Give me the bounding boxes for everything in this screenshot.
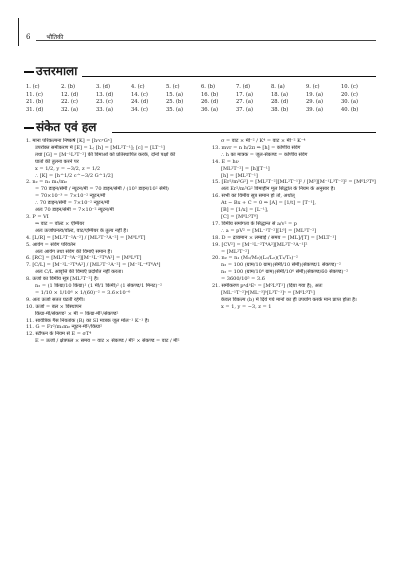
answer-item: 19. (a) — [306, 91, 324, 98]
solution-line: = 1/10 × 1/10⁶ × 1/(60)⁻² = 3.6×10⁻⁶ — [35, 289, 131, 296]
answer-item: 16. (b) — [201, 91, 219, 98]
solution-line: 21. समीकरण pᵃdᵇEᶜ = [M⁰L⁰T¹] (दिया गया है), अतः — [212, 283, 323, 290]
answer-item: 39. (a) — [306, 106, 324, 113]
answer-item: 35. (a) — [166, 106, 184, 113]
solutions-left-column — [26, 138, 203, 345]
solution-line: अतः 70 डाइन/सेमी = 7×10⁻² न्यूटन/मी — [35, 207, 114, 214]
solution-line: 9. अतः ऊर्जा सतत घटती रहेगी। — [26, 296, 85, 303]
answer-item: 20. (c) — [341, 91, 358, 98]
solution-line: 1. माना परिकल्पना निष्कर्ष [K] = [hᶻcʸGˣ] — [26, 138, 112, 144]
book-title: भौतिकी — [46, 34, 64, 41]
answer-item: 40. (b) — [341, 106, 359, 113]
solution-line: At − Bx + C = 0 ⇒ [A] = [1/t] = [T⁻¹], — [221, 200, 316, 207]
answer-row — [26, 99, 376, 107]
heading-dash-icon — [24, 71, 34, 73]
solution-line: 14. E = hν — [212, 158, 239, 165]
solution-line: 7. [C/L] = [M⁻¹L⁻²T⁴A²] / [ML²T⁻²A⁻²] = [M⁻²L⁻⁴T⁶A⁴] — [26, 262, 161, 269]
solution-line: E = ऊर्जा / क्षेत्रफल × समय = वाट × सेकण्ड / मी² × सेकण्ड = वाट / मी² — [35, 338, 180, 345]
solution-line: 5. आवेग = संवेग परिवर्तन — [26, 241, 76, 248]
solution-line: ⇒ वाट = वोल्ट × ऐम्पियर — [35, 220, 85, 227]
solution-line: 18. D = द्रव्यमान × लम्बाई / समय = [ML]/[T] = [MLT⁻¹] — [212, 234, 337, 241]
answer-item: 18. (a) — [271, 91, 289, 98]
answer-item: 33. (a) — [96, 106, 114, 113]
solution-line: अतः आवेग तथा संवेग की विमाएँ समान हैं। — [35, 248, 113, 255]
solution-line: n₂ = 100 (ग्राम/10⁶ ग्राम)(सेमी/10⁶ सेमी)(सेकण्ड/60 सेकण्ड)⁻² — [221, 269, 349, 276]
solution-line: 20. n₂ = n₁ (M₁/M₂)(L₁/L₂)(T₁/T₂)⁻² — [212, 255, 298, 262]
solution-line: 3. P = VI — [26, 213, 49, 220]
answer-item: 22. (c) — [61, 99, 78, 106]
solution-line: 19. [CV²] = [M⁻¹L⁻²T⁴A²][ML²T⁻³A⁻¹]² — [212, 241, 308, 248]
solutions-heading: संकेत एवं हल — [24, 118, 96, 135]
solution-line: 13. mvr = n h/2π ⇒ [h] = कोणीय संवेग — [212, 144, 301, 151]
solution-line: उपरोक्त समीकरण में [E] = L; [h] = [ML²T⁻¹]; [c] = [LT⁻¹] — [35, 144, 165, 151]
answer-item: 13. (d) — [96, 91, 114, 98]
solution-line: 6. [RC] = [ML²T⁻³A⁻²][M⁻¹L⁻²T⁴A²] = [M⁰L⁰T] — [26, 255, 142, 262]
answer-item: 25. (b) — [166, 99, 184, 106]
header-rule — [36, 40, 376, 41]
solution-line: किग्रा-मी/सेकण्ड² × मी = किग्रा-मी²/सेकण्ड² — [35, 310, 119, 317]
page-number: 6 — [26, 33, 31, 41]
answer-item: 3. (d) — [96, 84, 110, 90]
solution-line: 2. n₂ = n₁ m₁/m₂ — [26, 179, 67, 186]
answer-item: 6. (b) — [201, 84, 215, 90]
solution-line: 15. [Er²/m⁵G²] = [ML²T⁻²][ML²T⁻¹]² / [M⁵][M⁻¹L³T⁻²]² = [M⁰L⁰T⁰] — [212, 179, 376, 186]
answer-item: 37. (a) — [236, 106, 254, 113]
solution-line: अतः C/L आवृत्ति की विमाएँ प्रदर्शित नहीं करता। — [35, 269, 124, 276]
answers-heading: उत्तरमाला — [24, 62, 77, 79]
answer-item: 17. (a) — [236, 91, 254, 98]
answer-item: 27. (a) — [236, 99, 254, 106]
solution-line: x = 1, y = −3, z = 1 — [221, 303, 272, 310]
answer-item: 10. (c) — [341, 84, 358, 90]
answer-item: 28. (d) — [271, 99, 289, 106]
answer-item: 5. (c) — [166, 84, 180, 90]
heading-dash-icon — [24, 127, 34, 129]
answer-item: 38. (b) — [271, 106, 289, 113]
solution-line: 10. ऊर्जा = बल × विस्थापन — [26, 303, 82, 310]
solution-line: 11. सार्वत्रिक गैस नियतांक (R) का SI मात्रक जूल मोल⁻¹ K⁻¹ है। — [26, 317, 150, 324]
answer-grid — [26, 84, 376, 114]
answer-item: 11. (c) — [26, 91, 43, 98]
answer-item: 7. (d) — [236, 84, 250, 90]
answer-item: 34. (c) — [131, 106, 148, 113]
answer-item: 30. (a) — [341, 99, 359, 106]
answer-item: 26. (d) — [201, 99, 219, 106]
answer-item: 15. (a) — [166, 91, 184, 98]
answer-item: 31. (d) — [26, 106, 44, 113]
solution-line: [ML²T⁻²] = [h][T⁻¹] — [221, 165, 270, 172]
solution-line: [ML⁻¹T⁻²]ᵃ[ML⁻³]ᵇ[L³T⁻¹]ᶜ = [M⁰L⁰T¹] — [221, 289, 315, 296]
solution-line: 4. [L/R] = [ML²T⁻²A⁻²] / [ML²T⁻³A⁻²] = [M⁰L⁰T] — [26, 234, 146, 241]
solution-line: = 70×10⁻³ = 7×10⁻² न्यूटन/मी — [35, 193, 106, 200]
solution-line: n₂ = (1 किग्रा/10 किग्रा)¹ (1 मी/1 किमी)² (1 सेकण्ड/1 मिनट)⁻² — [35, 283, 163, 290]
solution-line: 12. स्टीफन के नियम से E = σT⁴ — [26, 331, 92, 338]
solution-line: अतः Er²/m⁵G² विमाहीन मूल सिद्धांत के नियम के अनुसार है। — [221, 186, 336, 193]
solution-line: घातों की तुलना करने पर — [35, 158, 79, 165]
solution-line: ∴ 70 डाइन/सेमी = 7×10⁻² न्यूटन/मी — [35, 200, 110, 207]
answer-item: 14. (c) — [131, 91, 148, 98]
solution-line: n₂ = 100 (ग्राम/10 ग्राम)(सेमी/10 सेमी)(सेकण्ड/1 सेकण्ड)⁻² — [221, 262, 341, 269]
page-spine-line — [18, 18, 19, 46]
answer-item: 8. (a) — [271, 84, 285, 90]
answer-item: 36. (a) — [201, 106, 219, 113]
answer-item: 9. (c) — [306, 84, 320, 90]
solutions-heading-rule — [112, 132, 376, 133]
answer-item: 4. (c) — [131, 84, 145, 90]
solution-line: अतः ऊर्जाघनत्व/वोल्ट, वाट/एम्पियर के तुल्य नहीं है। — [35, 227, 128, 234]
solution-line: ∴ h का मात्रक = जूल-सेकण्ड = कोणीय संवेग — [221, 151, 308, 158]
answer-item: 21. (b) — [26, 99, 44, 106]
answer-item: 29. (a) — [306, 99, 324, 106]
answers-heading-rule — [82, 76, 376, 77]
answer-item: 24. (d) — [131, 99, 149, 106]
answer-item: 12. (d) — [61, 91, 79, 98]
answer-row — [26, 107, 376, 115]
solution-line: ∴ a = pV² = [ML⁻¹T⁻²][L⁶] = [ML⁵T⁻²] — [221, 227, 317, 234]
solutions-right-column — [212, 138, 382, 311]
solution-line: तथा [G] = [M⁻¹L³T⁻²] की विमाओं को प्रतिस्थापित करके, दोनों पक्षों की — [35, 151, 176, 158]
solution-line: 17. विमीय समांगता के सिद्धान्त से a/v² = p — [212, 220, 298, 227]
solution-line: 8. ऊर्जा का विमीय सूत्र [ML²T⁻²] है। — [26, 276, 99, 283]
solution-line: 16. सभी का विमीय सूत्र समान हो तो, अर्थात् — [212, 193, 295, 200]
answer-item: 1. (c) — [26, 84, 40, 90]
solution-line: x = 1/2, y = −3/2, z = 1/2 — [35, 165, 101, 172]
solution-line: 11. G = Fr²/m₁m₂ न्यूटन-मी²/किग्रा² — [26, 324, 103, 331]
answer-item: 2. (b) — [61, 84, 75, 90]
solution-line: [B] = [1/x] = [L⁻¹], — [221, 207, 269, 214]
solution-line: केवल विकल्प (b) में दिये गये मानों का ही उपयोग करके मान प्राप्त होता है। — [221, 296, 357, 303]
solution-line: = [ML²T⁻²] — [221, 248, 250, 255]
answer-item: 32. (a) — [61, 106, 79, 113]
answer-row — [26, 84, 376, 92]
solution-line: ∴ [K] = [h^1/2 c^−3/2 G^1/2] — [35, 172, 113, 179]
answer-item: 23. (c) — [96, 99, 113, 106]
solution-line: σ = वाट × मी⁻² / K⁴ = वाट × मी⁻² K⁻⁴ — [221, 138, 306, 144]
solution-line: = 70 डाइन/सेमी / न्यूटन/मी = 70 डाइन/सेमी / (10⁵ डाइन/10² सेमी) — [35, 186, 169, 193]
solution-line: = 3600/10⁵ = 3.6 — [221, 276, 265, 283]
solution-line: [C] = [M⁰L⁰T⁰] — [221, 213, 258, 220]
solution-line: [h] = [ML²T⁻¹] — [221, 172, 258, 179]
